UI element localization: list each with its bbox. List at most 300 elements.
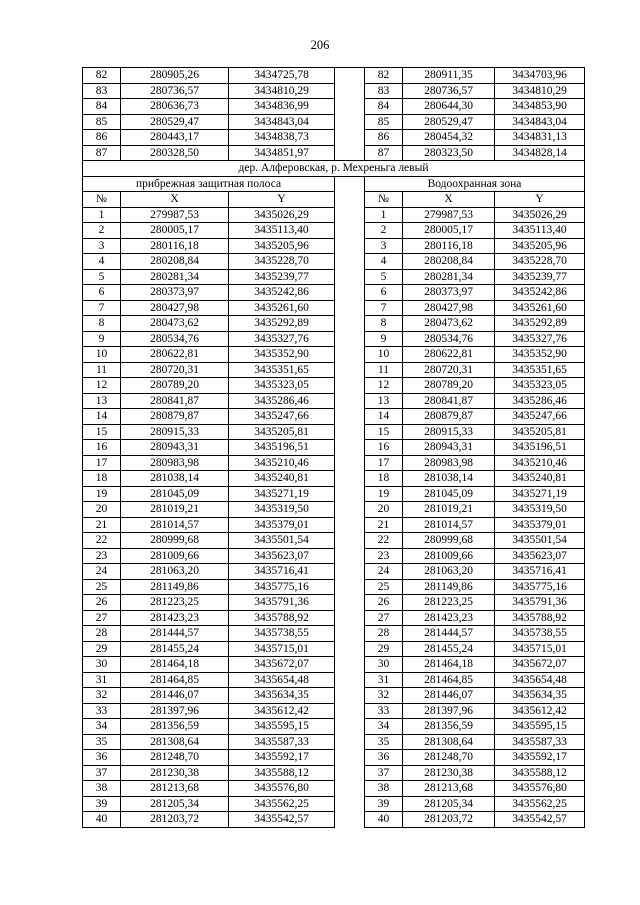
- right-cell-y: 3435205,81: [495, 424, 585, 440]
- table-row: [83, 796, 585, 812]
- column-gap: [335, 471, 365, 487]
- left-cell-x: 280636,73: [121, 99, 229, 115]
- left-cell-number: 14: [83, 409, 121, 425]
- left-cell-y: 3435588,12: [229, 765, 335, 781]
- left-cell-x: 281423,23: [121, 610, 229, 626]
- right-cell-number: 18: [365, 471, 403, 487]
- column-gap: [335, 300, 365, 316]
- left-cell-x: 281149,86: [121, 579, 229, 595]
- right-cell-x: 279987,53: [403, 207, 495, 223]
- right-cell-y: 3435196,51: [495, 440, 585, 456]
- right-header-y: Y: [495, 192, 585, 208]
- left-cell-number: 9: [83, 331, 121, 347]
- column-gap: [335, 316, 365, 332]
- right-cell-x: 280005,17: [403, 223, 495, 239]
- right-cell-x: 280534,76: [403, 331, 495, 347]
- left-cell-y: 3434851,97: [229, 145, 335, 161]
- table-row: [83, 68, 585, 84]
- left-cell-y: 3435026,29: [229, 207, 335, 223]
- column-gap: [335, 719, 365, 735]
- table-row: [83, 285, 585, 301]
- left-cell-x: 281205,34: [121, 796, 229, 812]
- left-cell-x: 280005,17: [121, 223, 229, 239]
- left-cell-y: 3434838,73: [229, 130, 335, 146]
- right-cell-number: 83: [365, 83, 403, 99]
- right-cell-y: 3435351,65: [495, 362, 585, 378]
- left-cell-y: 3434843,04: [229, 114, 335, 130]
- column-gap: [335, 626, 365, 642]
- column-gap: [335, 703, 365, 719]
- right-cell-y: 3435205,96: [495, 238, 585, 254]
- left-cell-number: 33: [83, 703, 121, 719]
- column-gap: [335, 114, 365, 130]
- right-cell-number: 33: [365, 703, 403, 719]
- right-cell-y: 3435791,36: [495, 595, 585, 611]
- left-cell-y: 3434836,99: [229, 99, 335, 115]
- right-cell-y: 3435240,81: [495, 471, 585, 487]
- right-cell-x: 281223,25: [403, 595, 495, 611]
- right-cell-x: 281014,57: [403, 517, 495, 533]
- right-cell-y: 3434703,96: [495, 68, 585, 84]
- left-cell-x: 280841,87: [121, 393, 229, 409]
- right-cell-number: 28: [365, 626, 403, 642]
- table-row: [83, 657, 585, 673]
- right-cell-number: 2: [365, 223, 403, 239]
- column-gap: [335, 517, 365, 533]
- left-cell-x: 281223,25: [121, 595, 229, 611]
- column-gap: [335, 409, 365, 425]
- table-row: [83, 238, 585, 254]
- left-cell-y: 3434725,78: [229, 68, 335, 84]
- left-cell-number: 25: [83, 579, 121, 595]
- left-cell-y: 3435501,54: [229, 533, 335, 549]
- left-cell-x: 280443,17: [121, 130, 229, 146]
- left-cell-y: 3435205,96: [229, 238, 335, 254]
- column-gap: [335, 254, 365, 270]
- left-cell-y: 3435247,66: [229, 409, 335, 425]
- column-gap: [335, 176, 365, 192]
- right-cell-y: 3435576,80: [495, 781, 585, 797]
- left-cell-number: 21: [83, 517, 121, 533]
- column-gap: [335, 192, 365, 208]
- right-cell-number: 22: [365, 533, 403, 549]
- right-cell-number: 31: [365, 672, 403, 688]
- column-gap: [335, 486, 365, 502]
- right-cell-number: 19: [365, 486, 403, 502]
- right-cell-x: 281446,07: [403, 688, 495, 704]
- right-cell-number: 16: [365, 440, 403, 456]
- table-row: [83, 595, 585, 611]
- section-title-row: [83, 161, 585, 177]
- right-cell-x: 280789,20: [403, 378, 495, 394]
- right-cell-y: 3435595,15: [495, 719, 585, 735]
- table-row: [83, 765, 585, 781]
- left-cell-x: 280529,47: [121, 114, 229, 130]
- right-cell-y: 3435210,46: [495, 455, 585, 471]
- right-cell-number: 3: [365, 238, 403, 254]
- left-cell-x: 280373,97: [121, 285, 229, 301]
- left-cell-y: 3435654,48: [229, 672, 335, 688]
- left-cell-x: 280622,81: [121, 347, 229, 363]
- left-cell-number: 10: [83, 347, 121, 363]
- column-gap: [335, 455, 365, 471]
- right-cell-x: 281356,59: [403, 719, 495, 735]
- right-cell-y: 3434853,90: [495, 99, 585, 115]
- column-gap: [335, 812, 365, 828]
- right-cell-x: 281063,20: [403, 564, 495, 580]
- left-cell-y: 3434810,29: [229, 83, 335, 99]
- right-cell-x: 281248,70: [403, 750, 495, 766]
- table-row: [83, 300, 585, 316]
- right-cell-number: 6: [365, 285, 403, 301]
- table-row: [83, 672, 585, 688]
- left-cell-y: 3435240,81: [229, 471, 335, 487]
- left-cell-x: 281455,24: [121, 641, 229, 657]
- left-cell-number: 83: [83, 83, 121, 99]
- right-cell-number: 34: [365, 719, 403, 735]
- left-cell-y: 3435542,57: [229, 812, 335, 828]
- right-cell-y: 3434831,13: [495, 130, 585, 146]
- table-row: [83, 517, 585, 533]
- table-row: [83, 502, 585, 518]
- right-cell-y: 3435738,55: [495, 626, 585, 642]
- left-cell-y: 3435113,40: [229, 223, 335, 239]
- left-cell-x: 281038,14: [121, 471, 229, 487]
- right-cell-y: 3435113,40: [495, 223, 585, 239]
- left-cell-number: 39: [83, 796, 121, 812]
- left-cell-x: 281397,96: [121, 703, 229, 719]
- column-gap: [335, 610, 365, 626]
- left-header-x: X: [121, 192, 229, 208]
- right-cell-number: 86: [365, 130, 403, 146]
- right-cell-x: 280373,97: [403, 285, 495, 301]
- right-cell-x: 280915,33: [403, 424, 495, 440]
- left-cell-x: 281213,68: [121, 781, 229, 797]
- right-cell-y: 3435292,89: [495, 316, 585, 332]
- left-cell-number: 6: [83, 285, 121, 301]
- left-cell-number: 15: [83, 424, 121, 440]
- left-cell-number: 5: [83, 269, 121, 285]
- right-cell-x: 281019,21: [403, 502, 495, 518]
- left-cell-x: 280736,57: [121, 83, 229, 99]
- table-row: [83, 145, 585, 161]
- right-cell-y: 3435716,41: [495, 564, 585, 580]
- right-cell-y: 3435319,50: [495, 502, 585, 518]
- table-row: [83, 316, 585, 332]
- right-cell-number: 13: [365, 393, 403, 409]
- right-cell-x: 281213,68: [403, 781, 495, 797]
- section-title: дер. Алферовская, р. Мехреньга левый: [83, 161, 585, 177]
- left-cell-number: 26: [83, 595, 121, 611]
- column-gap: [335, 207, 365, 223]
- right-cell-y: 3435588,12: [495, 765, 585, 781]
- left-cell-y: 3435351,65: [229, 362, 335, 378]
- left-cell-number: 19: [83, 486, 121, 502]
- right-cell-x: 281423,23: [403, 610, 495, 626]
- left-cell-number: 7: [83, 300, 121, 316]
- left-cell-y: 3435261,60: [229, 300, 335, 316]
- column-gap: [335, 440, 365, 456]
- right-cell-x: 280879,87: [403, 409, 495, 425]
- table-row: [83, 378, 585, 394]
- right-cell-x: 281397,96: [403, 703, 495, 719]
- right-cell-x: 280622,81: [403, 347, 495, 363]
- right-cell-y: 3435562,25: [495, 796, 585, 812]
- left-cell-y: 3435775,16: [229, 579, 335, 595]
- left-cell-y: 3435562,25: [229, 796, 335, 812]
- right-cell-y: 3434828,14: [495, 145, 585, 161]
- table-row: [83, 223, 585, 239]
- left-cell-y: 3435210,46: [229, 455, 335, 471]
- right-cell-y: 3434843,04: [495, 114, 585, 130]
- column-gap: [335, 83, 365, 99]
- table-row: [83, 83, 585, 99]
- right-cell-number: 29: [365, 641, 403, 657]
- left-cell-number: 87: [83, 145, 121, 161]
- column-gap: [335, 145, 365, 161]
- left-cell-y: 3435327,76: [229, 331, 335, 347]
- column-gap: [335, 781, 365, 797]
- right-cell-x: 281444,57: [403, 626, 495, 642]
- left-cell-number: 28: [83, 626, 121, 642]
- left-cell-number: 3: [83, 238, 121, 254]
- column-gap: [335, 672, 365, 688]
- table-row: [83, 440, 585, 456]
- column-gap: [335, 548, 365, 564]
- right-cell-x: 281009,66: [403, 548, 495, 564]
- right-cell-number: 7: [365, 300, 403, 316]
- right-cell-number: 12: [365, 378, 403, 394]
- coordinate-rows-body: [83, 207, 585, 827]
- column-gap: [335, 393, 365, 409]
- right-cell-y: 3435501,54: [495, 533, 585, 549]
- right-cell-number: 11: [365, 362, 403, 378]
- left-cell-x: 281248,70: [121, 750, 229, 766]
- right-cell-x: 280208,84: [403, 254, 495, 270]
- left-cell-y: 3435623,07: [229, 548, 335, 564]
- left-cell-x: 280427,98: [121, 300, 229, 316]
- section-header: [83, 161, 585, 208]
- left-cell-number: 12: [83, 378, 121, 394]
- right-cell-x: 280281,34: [403, 269, 495, 285]
- right-cell-number: 17: [365, 455, 403, 471]
- table-row: [83, 579, 585, 595]
- column-gap: [335, 130, 365, 146]
- table-row: [83, 347, 585, 363]
- column-gap: [335, 347, 365, 363]
- right-cell-number: 24: [365, 564, 403, 580]
- table-row: [83, 331, 585, 347]
- left-cell-y: 3435672,07: [229, 657, 335, 673]
- table-row: [83, 207, 585, 223]
- left-cell-number: 82: [83, 68, 121, 84]
- left-cell-y: 3435716,41: [229, 564, 335, 580]
- table-row: [83, 533, 585, 549]
- right-cell-x: 280720,31: [403, 362, 495, 378]
- left-cell-number: 22: [83, 533, 121, 549]
- left-cell-x: 280534,76: [121, 331, 229, 347]
- table-row: [83, 99, 585, 115]
- table-row: [83, 812, 585, 828]
- table-row: [83, 610, 585, 626]
- left-header-y: Y: [229, 192, 335, 208]
- coordinates-table: [82, 67, 585, 828]
- right-cell-x: 280427,98: [403, 300, 495, 316]
- right-cell-number: 5: [365, 269, 403, 285]
- left-cell-y: 3435634,35: [229, 688, 335, 704]
- right-cell-x: 281038,14: [403, 471, 495, 487]
- left-zone-title: прибрежная защитная полоса: [83, 176, 335, 192]
- right-cell-number: 20: [365, 502, 403, 518]
- left-cell-number: 29: [83, 641, 121, 657]
- right-cell-x: 280999,68: [403, 533, 495, 549]
- right-cell-number: 38: [365, 781, 403, 797]
- right-cell-y: 3435542,57: [495, 812, 585, 828]
- left-cell-y: 3435239,77: [229, 269, 335, 285]
- right-cell-y: 3435323,05: [495, 378, 585, 394]
- left-cell-y: 3435286,46: [229, 393, 335, 409]
- right-cell-y: 3435592,17: [495, 750, 585, 766]
- left-cell-y: 3435595,15: [229, 719, 335, 735]
- right-cell-y: 3435026,29: [495, 207, 585, 223]
- right-cell-number: 15: [365, 424, 403, 440]
- left-cell-number: 1: [83, 207, 121, 223]
- table-row: [83, 626, 585, 642]
- right-cell-y: 3434810,29: [495, 83, 585, 99]
- left-cell-number: 40: [83, 812, 121, 828]
- left-cell-y: 3435319,50: [229, 502, 335, 518]
- right-cell-y: 3435242,86: [495, 285, 585, 301]
- left-cell-y: 3435352,90: [229, 347, 335, 363]
- table-row: [83, 114, 585, 130]
- column-gap: [335, 533, 365, 549]
- column-gap: [335, 750, 365, 766]
- left-cell-y: 3435791,36: [229, 595, 335, 611]
- right-cell-number: 27: [365, 610, 403, 626]
- column-gap: [335, 68, 365, 84]
- zone-title-row: [83, 176, 585, 192]
- left-cell-x: 280116,18: [121, 238, 229, 254]
- right-cell-number: 9: [365, 331, 403, 347]
- left-cell-number: 4: [83, 254, 121, 270]
- left-cell-number: 23: [83, 548, 121, 564]
- right-cell-x: 280473,62: [403, 316, 495, 332]
- table-row: [83, 719, 585, 735]
- left-cell-x: 281464,85: [121, 672, 229, 688]
- left-cell-x: 280328,50: [121, 145, 229, 161]
- right-cell-y: 3435587,33: [495, 734, 585, 750]
- left-cell-y: 3435576,80: [229, 781, 335, 797]
- left-cell-x: 281063,20: [121, 564, 229, 580]
- right-cell-number: 85: [365, 114, 403, 130]
- right-cell-number: 26: [365, 595, 403, 611]
- column-gap: [335, 595, 365, 611]
- left-cell-x: 281446,07: [121, 688, 229, 704]
- right-cell-x: 280644,30: [403, 99, 495, 115]
- left-cell-x: 281464,18: [121, 657, 229, 673]
- left-cell-x: 280473,62: [121, 316, 229, 332]
- table-row: [83, 703, 585, 719]
- right-cell-x: 281455,24: [403, 641, 495, 657]
- left-cell-number: 2: [83, 223, 121, 239]
- left-cell-x: 281356,59: [121, 719, 229, 735]
- right-cell-y: 3435271,19: [495, 486, 585, 502]
- right-cell-number: 25: [365, 579, 403, 595]
- left-cell-x: 280915,33: [121, 424, 229, 440]
- right-cell-y: 3435775,16: [495, 579, 585, 595]
- table-row: [83, 471, 585, 487]
- left-cell-number: 34: [83, 719, 121, 735]
- column-gap: [335, 238, 365, 254]
- left-cell-x: 281019,21: [121, 502, 229, 518]
- left-cell-y: 3435379,01: [229, 517, 335, 533]
- right-cell-number: 39: [365, 796, 403, 812]
- table-row: [83, 269, 585, 285]
- column-gap: [335, 564, 365, 580]
- left-cell-x: 280999,68: [121, 533, 229, 549]
- table-row: [83, 254, 585, 270]
- column-gap: [335, 424, 365, 440]
- right-cell-x: 281308,64: [403, 734, 495, 750]
- right-cell-y: 3435239,77: [495, 269, 585, 285]
- right-cell-y: 3435228,70: [495, 254, 585, 270]
- left-cell-number: 36: [83, 750, 121, 766]
- right-cell-x: 281464,18: [403, 657, 495, 673]
- right-cell-x: 280943,31: [403, 440, 495, 456]
- table-row: [83, 393, 585, 409]
- column-gap: [335, 99, 365, 115]
- right-cell-x: 280116,18: [403, 238, 495, 254]
- left-cell-number: 11: [83, 362, 121, 378]
- left-cell-y: 3435738,55: [229, 626, 335, 642]
- table-row: [83, 362, 585, 378]
- column-gap: [335, 285, 365, 301]
- left-cell-y: 3435587,33: [229, 734, 335, 750]
- left-cell-y: 3435271,19: [229, 486, 335, 502]
- column-gap: [335, 331, 365, 347]
- column-gap: [335, 734, 365, 750]
- left-cell-number: 35: [83, 734, 121, 750]
- left-cell-x: 280720,31: [121, 362, 229, 378]
- right-cell-y: 3435788,92: [495, 610, 585, 626]
- page-number: 206: [310, 38, 330, 52]
- right-cell-number: 8: [365, 316, 403, 332]
- left-cell-y: 3435592,17: [229, 750, 335, 766]
- right-cell-y: 3435247,66: [495, 409, 585, 425]
- right-cell-number: 10: [365, 347, 403, 363]
- left-cell-number: 32: [83, 688, 121, 704]
- table-row: [83, 486, 585, 502]
- left-cell-y: 3435612,42: [229, 703, 335, 719]
- column-gap: [335, 657, 365, 673]
- table-row: [83, 750, 585, 766]
- left-cell-x: 280879,87: [121, 409, 229, 425]
- right-cell-number: 37: [365, 765, 403, 781]
- left-cell-number: 20: [83, 502, 121, 518]
- left-header-number: №: [83, 192, 121, 208]
- left-cell-x: 280789,20: [121, 378, 229, 394]
- right-cell-x: 281464,85: [403, 672, 495, 688]
- left-cell-y: 3435205,81: [229, 424, 335, 440]
- left-cell-number: 86: [83, 130, 121, 146]
- column-gap: [335, 641, 365, 657]
- right-cell-y: 3435379,01: [495, 517, 585, 533]
- column-gap: [335, 796, 365, 812]
- left-cell-x: 281230,38: [121, 765, 229, 781]
- right-cell-y: 3435654,48: [495, 672, 585, 688]
- table-row: [83, 455, 585, 471]
- right-cell-x: 281230,38: [403, 765, 495, 781]
